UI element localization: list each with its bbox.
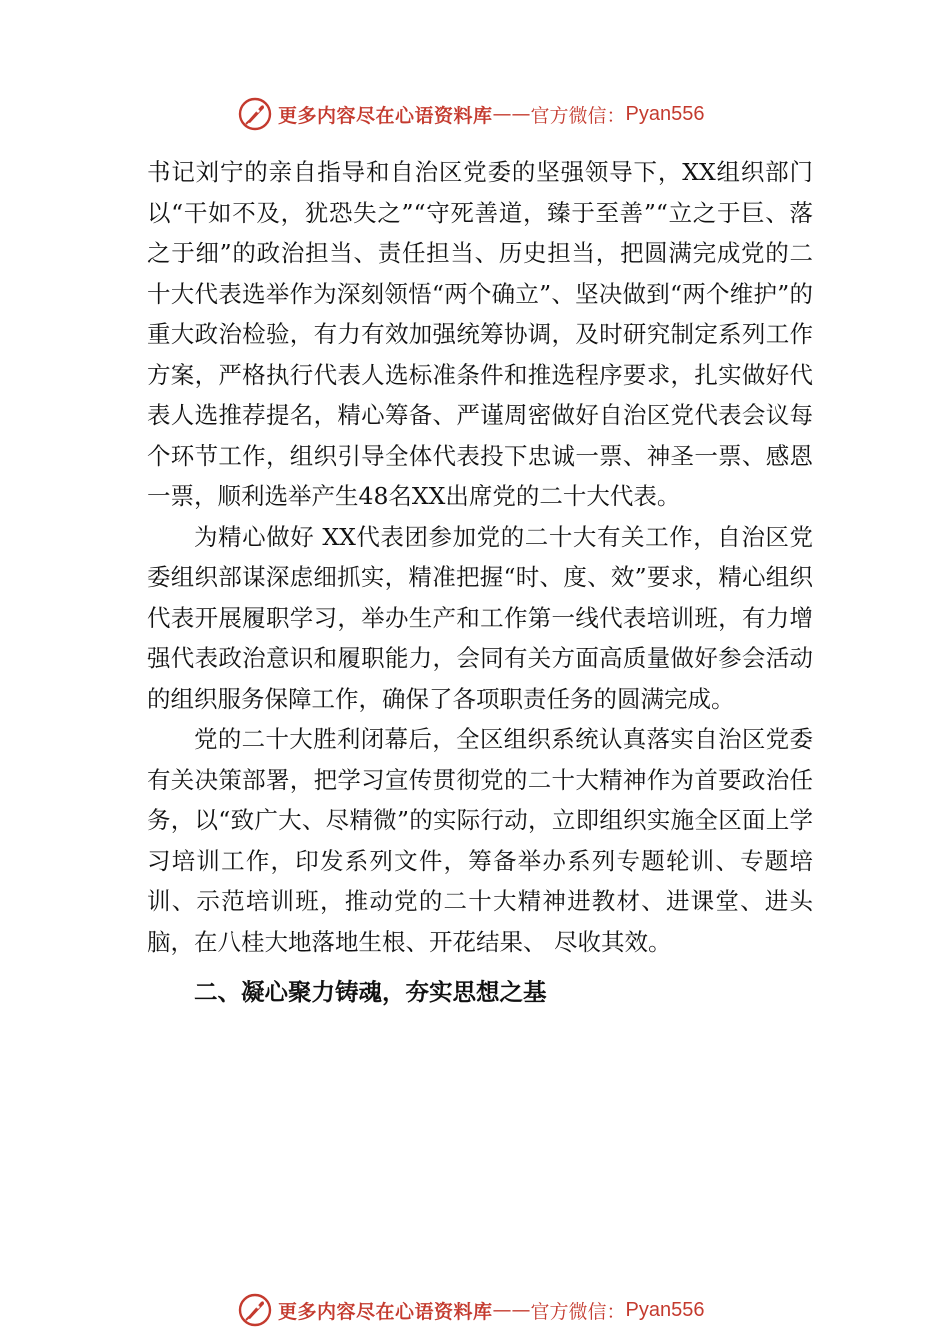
section-heading: 二、凝心聚力铸魂，夯实思想之基 [194,978,547,1006]
header-wechat-label: 官方微信： [530,104,626,127]
quill-pen-logo-icon [238,97,272,131]
footer-wechat-id: Pyan556 [625,1298,705,1321]
header-wechat-id: Pyan556 [625,102,705,125]
header-brand: 更多内容尽在心语资料库 [278,104,493,127]
header-banner[interactable] [238,96,705,132]
footer-banner[interactable] [238,1292,705,1328]
document-body [147,152,813,1012]
header-separator: —— [492,103,531,125]
footer-brand: 更多内容尽在心语资料库 [278,1300,493,1323]
paragraph-1: 书记刘宁的亲自指导和自治区党委的坚强领导下，XX组织部门以“干如不及，犹恐失之”“守死善道，臻于至善”“立之于巨、落之于细”的政治担当、责任担当、历史担当，把圆满完成党的二十大代表选举作为深刻领悟“两个确立”、坚决做到“两个维护”的重大政治检验，有力有效加强统筹协调，及时研究制定系列工作方案，严格执行代表人选标准条件和推选程序要求，扎实做好代表人选推荐提名，精心筹备、严谨周密做好自治区党代表会议每个环节工作，组织引导全体代表投下忠诚一票、神圣一票、感恩一票，顺利选举产生48名XX出席党的二十大代表。 [147,158,813,510]
footer-separator: —— [492,1299,531,1321]
paragraph-3: 党的二十大胜利闭幕后，全区组织系统认真落实自治区党委有关决策部署，把学习宣传贯彻党的二十大精神作为首要政治任务，以“致广大、尽精微”的实际行动，立即组织实施全区面上学习培训工作，印发系列文件，筹备举办系列专题轮训、专题培训、示范培训班，推动党的二十大精神进教材、进课堂、进头脑，在八桂大地落地生根、开花结果、 尽收其效。 [147,725,813,956]
footer-wechat-label: 官方微信： [530,1300,626,1323]
quill-pen-logo-icon [238,1293,272,1327]
paragraph-2: 为精心做好 XX代表团参加党的二十大有关工作，自治区党委组织部谋深虑细抓实，精准把握“时、度、效”要求，精心组织代表开展履职学习，举办生产和工作第一线代表培训班，有力增强代表政治意识和履职能力，会同有关方面高质量做好参会活动的组织服务保障工作，确保了各项职责任务的圆满完成。 [147,522,813,713]
